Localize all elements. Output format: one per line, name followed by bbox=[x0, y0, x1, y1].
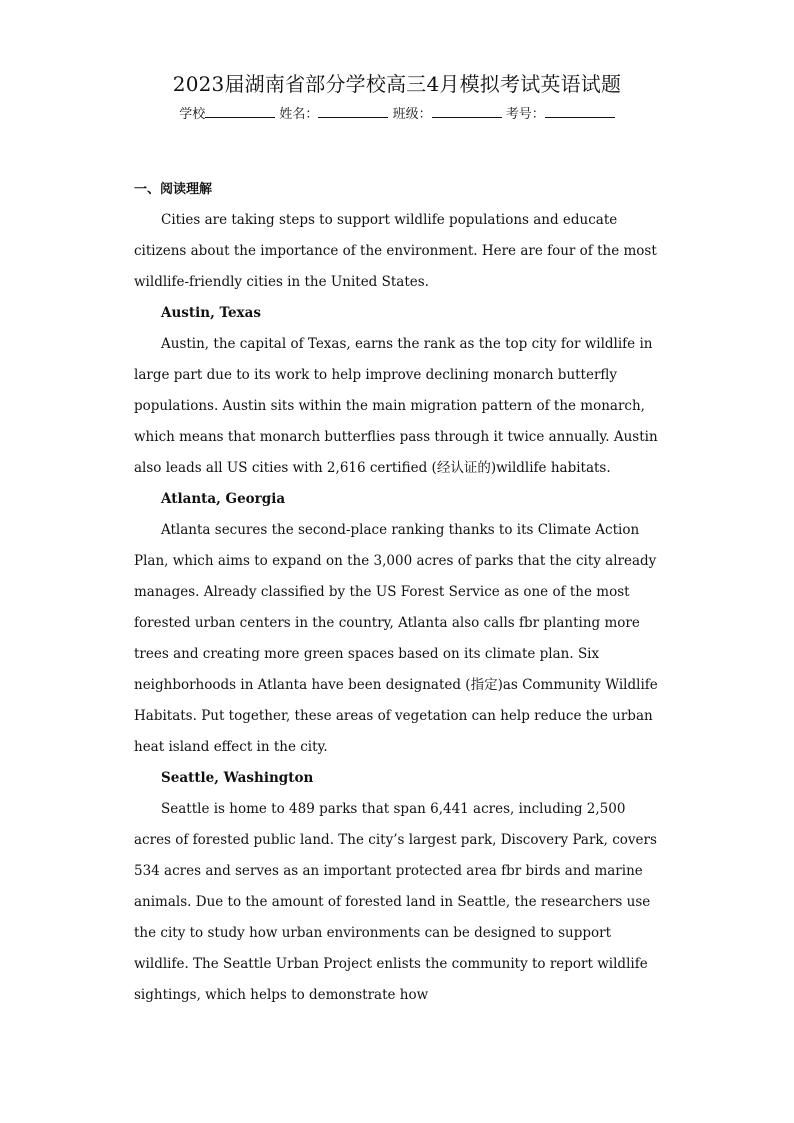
class-blank[interactable] bbox=[432, 105, 502, 118]
number-blank[interactable] bbox=[545, 105, 615, 118]
city-paragraph-seattle: Seattle is home to 489 parks that span 6,441 acres, including 2,500 acres of forested public land. The city’s largest park, Discovery Park, covers 534 acres and serves as an important protected area fbr birds and marine animals. Due to the amount of forested land in Seattle, the researchers use the city to study how urban environments can be designed to support wildlife. The Seattle Urban Project enlists the community to report wildlife sightings, which helps to demonstrate how bbox=[134, 801, 657, 1003]
intro-paragraph: Cities are taking steps to support wildlife populations and educate citizens about the importance of the environment. Here are four of the most wildlife-friendly cities in the United States. bbox=[134, 212, 657, 290]
number-label: 考号： bbox=[505, 107, 545, 122]
class-label: 班级： bbox=[392, 107, 432, 122]
name-blank[interactable] bbox=[318, 105, 388, 118]
city-heading-atlanta: Atlanta, Georgia bbox=[161, 491, 286, 507]
passage bbox=[134, 205, 664, 1011]
page-title: 2023届湖南省部分学校高三4月模拟考试英语试题 bbox=[172, 72, 622, 96]
name-label: 姓名： bbox=[279, 107, 319, 122]
school-blank[interactable] bbox=[205, 105, 275, 118]
section-title: 一、阅读理解 bbox=[134, 182, 213, 197]
city-paragraph-atlanta: Atlanta secures the second-place ranking thanks to its Climate Action Plan, which aims to expand on the 3,000 acres of parks that the city already manages. Already classified by the US Forest Service as one of the most forested urban centers in the country, Atlanta also calls fbr planting more trees and creating more green spaces based on its climate plan. Six neighborhoods in Atlanta have been designated (指定)as Community Wildlife Habitats. Put together, these areas of vegetation can help reduce the urban heat island effect in the city. bbox=[134, 522, 658, 755]
school-label: 学校 bbox=[179, 107, 206, 122]
city-heading-austin: Austin, Texas bbox=[161, 305, 261, 321]
city-paragraph-austin: Austin, the capital of Texas, earns the rank as the top city for wildlife in large part due to its work to help improve declining monarch butterfly populations. Austin sits within the main migration pattern of the monarch, which means that monarch butterflies pass through it twice annually. Austin also leads all US cities with 2,616 certified (经认证的)wildlife habitats. bbox=[134, 336, 658, 476]
student-info-line bbox=[0, 103, 794, 122]
city-heading-seattle: Seattle, Washington bbox=[161, 770, 314, 786]
